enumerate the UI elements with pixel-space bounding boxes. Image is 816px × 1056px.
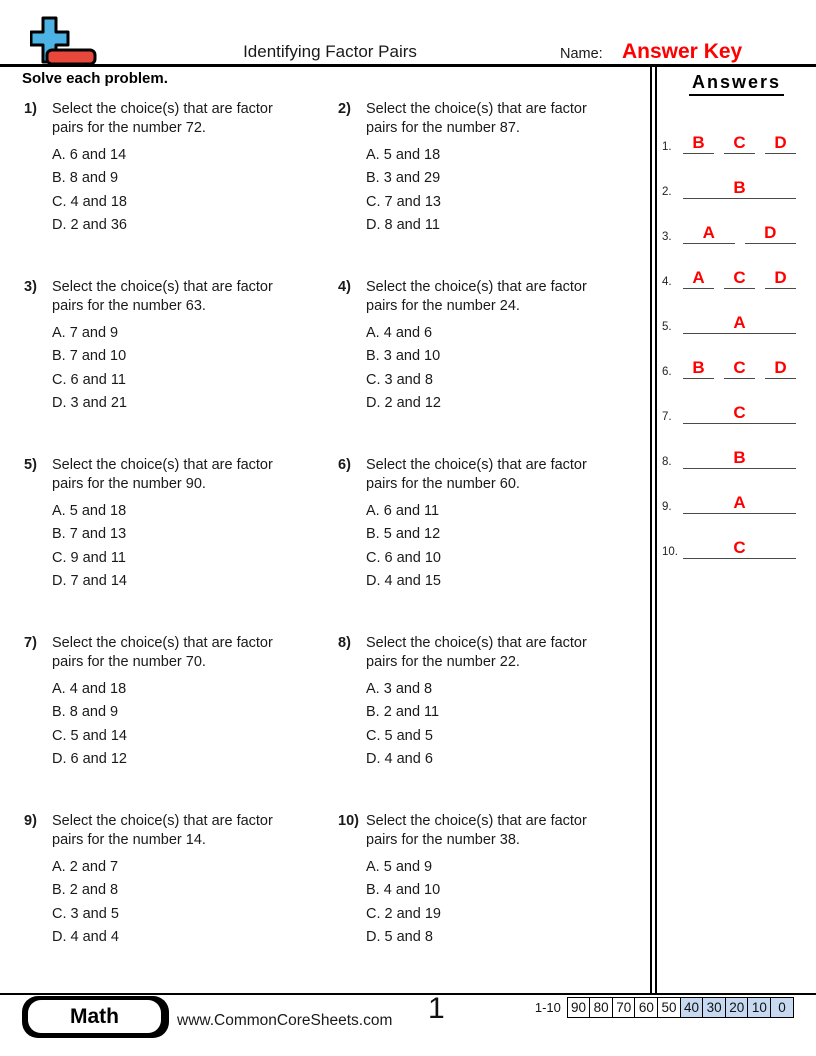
- answer-letter: C: [733, 358, 746, 377]
- answer-letter: B: [733, 448, 746, 467]
- answer-number: 7.: [662, 411, 672, 423]
- problem-5: [24, 456, 324, 594]
- score-cell: 50: [657, 997, 681, 1018]
- choice-b: B. 2 and 11: [366, 704, 440, 721]
- answer-key-label: Answer Key: [622, 40, 743, 63]
- choice-d: D. 2 and 12: [366, 395, 441, 412]
- answer-letter: D: [774, 358, 787, 377]
- name-label: Name:: [560, 46, 603, 62]
- answer-number: 1.: [662, 141, 672, 153]
- answers-list: [657, 109, 816, 559]
- score-cell: 20: [725, 997, 749, 1018]
- instructions-text: Solve each problem.: [22, 70, 168, 87]
- answer-row-4: [657, 244, 816, 289]
- problem-number: 2): [338, 101, 351, 117]
- choice-d: D. 5 and 8: [366, 929, 433, 946]
- answer-blank: [683, 134, 714, 154]
- score-cell: 80: [589, 997, 613, 1018]
- answer-blank: [683, 449, 796, 469]
- choice-b: B. 7 and 13: [52, 526, 127, 543]
- problem-2: [338, 100, 638, 238]
- answer-row-10: [657, 514, 816, 559]
- footer-divider: [0, 993, 816, 995]
- problem-number: 7): [24, 635, 37, 651]
- score-cell: 70: [612, 997, 636, 1018]
- problem-question: Select the choice(s) that are factor pairs for the number 60.: [366, 457, 587, 492]
- problem-question: Select the choice(s) that are factor pairs for the number 63.: [52, 279, 273, 314]
- answer-number: 10.: [662, 546, 678, 558]
- answers-heading: Answers: [689, 72, 784, 96]
- choice-c: C. 4 and 18: [52, 193, 127, 210]
- answer-blank: [683, 179, 796, 199]
- answer-blank: [724, 269, 755, 289]
- choice-a: A. 5 and 18: [366, 147, 441, 163]
- answer-blank: [683, 224, 735, 244]
- score-strip: [535, 997, 794, 1018]
- answer-letter: D: [774, 133, 787, 152]
- answer-blank: [683, 269, 714, 289]
- answer-blank: [683, 359, 714, 379]
- problem-6: [338, 456, 638, 594]
- answer-row-5: [657, 289, 816, 334]
- answer-row-7: [657, 379, 816, 424]
- answer-blank: [724, 359, 755, 379]
- score-cell: 90: [567, 997, 591, 1018]
- choice-c: C. 7 and 13: [366, 193, 441, 210]
- answer-letter: C: [733, 403, 746, 422]
- score-cell: 40: [680, 997, 704, 1018]
- choice-c: C. 6 and 10: [366, 549, 441, 566]
- problem-4: [338, 278, 638, 416]
- answer-blank: [683, 404, 796, 424]
- score-range-label: 1-10: [534, 1000, 561, 1015]
- choice-a: A. 7 and 9: [52, 325, 119, 341]
- choice-d: D. 6 and 12: [52, 751, 127, 768]
- answer-letter: C: [733, 538, 746, 557]
- choice-a: A. 4 and 18: [52, 681, 127, 697]
- score-cell: 30: [702, 997, 726, 1018]
- subject-badge: [22, 996, 169, 1038]
- choice-b: B. 5 and 12: [366, 526, 441, 543]
- choice-c: C. 9 and 11: [52, 549, 126, 566]
- answer-blank: [683, 314, 796, 334]
- problem-10: [338, 812, 638, 950]
- problem-number: 10): [338, 813, 359, 829]
- choice-d: D. 4 and 4: [52, 929, 119, 946]
- answer-letter: B: [692, 358, 705, 377]
- problem-number: 5): [24, 457, 37, 473]
- answer-letter: D: [774, 268, 787, 287]
- answer-number: 4.: [662, 276, 672, 288]
- answer-number: 8.: [662, 456, 672, 468]
- answer-row-8: [657, 424, 816, 469]
- problem-question: Select the choice(s) that are factor pairs for the number 22.: [366, 635, 587, 670]
- problem-9: [24, 812, 324, 950]
- problem-question: Select the choice(s) that are factor pairs for the number 24.: [366, 279, 587, 314]
- score-cell: 10: [747, 997, 771, 1018]
- answer-number: 2.: [662, 186, 672, 198]
- score-cell: 60: [634, 997, 658, 1018]
- subject-label: Math: [28, 1000, 161, 1033]
- problem-1: [24, 100, 324, 238]
- answer-blank: [765, 359, 796, 379]
- choice-b: B. 3 and 29: [366, 170, 441, 187]
- answer-row-6: [657, 334, 816, 379]
- choice-a: A. 4 and 6: [366, 325, 433, 341]
- problem-number: 9): [24, 813, 37, 829]
- answer-row-9: [657, 469, 816, 514]
- choice-a: A. 5 and 18: [52, 503, 127, 519]
- problem-question: Select the choice(s) that are factor pairs for the number 87.: [366, 101, 587, 136]
- answers-panel: [657, 70, 816, 559]
- score-table: [568, 997, 794, 1018]
- answer-number: 5.: [662, 321, 672, 333]
- choice-a: A. 5 and 9: [366, 859, 433, 875]
- plus-minus-logo-icon: [30, 16, 102, 68]
- choice-b: B. 8 and 9: [52, 170, 119, 187]
- choice-d: D. 7 and 14: [52, 573, 127, 590]
- answer-blank: [745, 224, 797, 244]
- answers-panel-divider: [650, 67, 657, 993]
- problem-7: [24, 634, 324, 772]
- choice-b: B. 7 and 10: [52, 348, 127, 365]
- choice-a: A. 2 and 7: [52, 859, 119, 875]
- page-number: 1: [428, 992, 445, 1025]
- problem-number: 3): [24, 279, 37, 295]
- choice-d: D. 8 and 11: [366, 217, 440, 234]
- problem-question: Select the choice(s) that are factor pairs for the number 38.: [366, 813, 587, 848]
- answer-number: 6.: [662, 366, 672, 378]
- page-title: Identifying Factor Pairs: [243, 42, 417, 61]
- choice-a: A. 6 and 14: [52, 147, 127, 163]
- answer-letter: B: [692, 133, 705, 152]
- answer-row-3: [657, 199, 816, 244]
- answer-letter: A: [733, 493, 746, 512]
- choice-c: C. 3 and 8: [366, 371, 433, 388]
- choice-d: D. 4 and 6: [366, 751, 433, 768]
- problem-question: Select the choice(s) that are factor pairs for the number 14.: [52, 813, 273, 848]
- choice-c: C. 6 and 11: [52, 371, 126, 388]
- website-url: www.CommonCoreSheets.com: [177, 1012, 393, 1029]
- choice-c: C. 2 and 19: [366, 905, 441, 922]
- answer-row-2: [657, 154, 816, 199]
- answer-blank: [724, 134, 755, 154]
- minus-icon: [47, 50, 95, 64]
- problem-3: [24, 278, 324, 416]
- problem-number: 4): [338, 279, 351, 295]
- answer-row-1: [657, 109, 816, 154]
- answer-blank: [765, 269, 796, 289]
- choice-d: D. 3 and 21: [52, 395, 127, 412]
- problem-8: [338, 634, 638, 772]
- answer-letter: A: [733, 313, 746, 332]
- answer-letter: C: [733, 268, 746, 287]
- answer-letter: B: [733, 178, 746, 197]
- problem-number: 1): [24, 101, 37, 117]
- choice-a: A. 6 and 11: [366, 503, 440, 519]
- answer-letter: A: [692, 268, 705, 287]
- header-divider: [0, 64, 816, 67]
- problem-number: 6): [338, 457, 351, 473]
- problem-number: 8): [338, 635, 351, 651]
- choice-b: B. 2 and 8: [52, 882, 119, 899]
- answer-blank: [683, 539, 796, 559]
- problem-question: Select the choice(s) that are factor pairs for the number 72.: [52, 101, 273, 136]
- answer-letter: C: [733, 133, 746, 152]
- problem-question: Select the choice(s) that are factor pairs for the number 90.: [52, 457, 273, 492]
- choice-c: C. 5 and 14: [52, 727, 127, 744]
- choice-a: A. 3 and 8: [366, 681, 433, 697]
- choice-c: C. 5 and 5: [366, 727, 433, 744]
- choice-b: B. 3 and 10: [366, 348, 441, 365]
- answer-letter: D: [764, 223, 777, 242]
- choice-b: B. 8 and 9: [52, 704, 119, 721]
- choice-d: D. 4 and 15: [366, 573, 441, 590]
- score-cell: 0: [770, 997, 794, 1018]
- problem-question: Select the choice(s) that are factor pairs for the number 70.: [52, 635, 273, 670]
- answer-blank: [683, 494, 796, 514]
- answer-letter: A: [702, 223, 715, 242]
- answer-number: 3.: [662, 231, 672, 243]
- answer-blank: [765, 134, 796, 154]
- choice-d: D. 2 and 36: [52, 217, 127, 234]
- answer-number: 9.: [662, 501, 672, 513]
- choice-c: C. 3 and 5: [52, 905, 119, 922]
- choice-b: B. 4 and 10: [366, 882, 441, 899]
